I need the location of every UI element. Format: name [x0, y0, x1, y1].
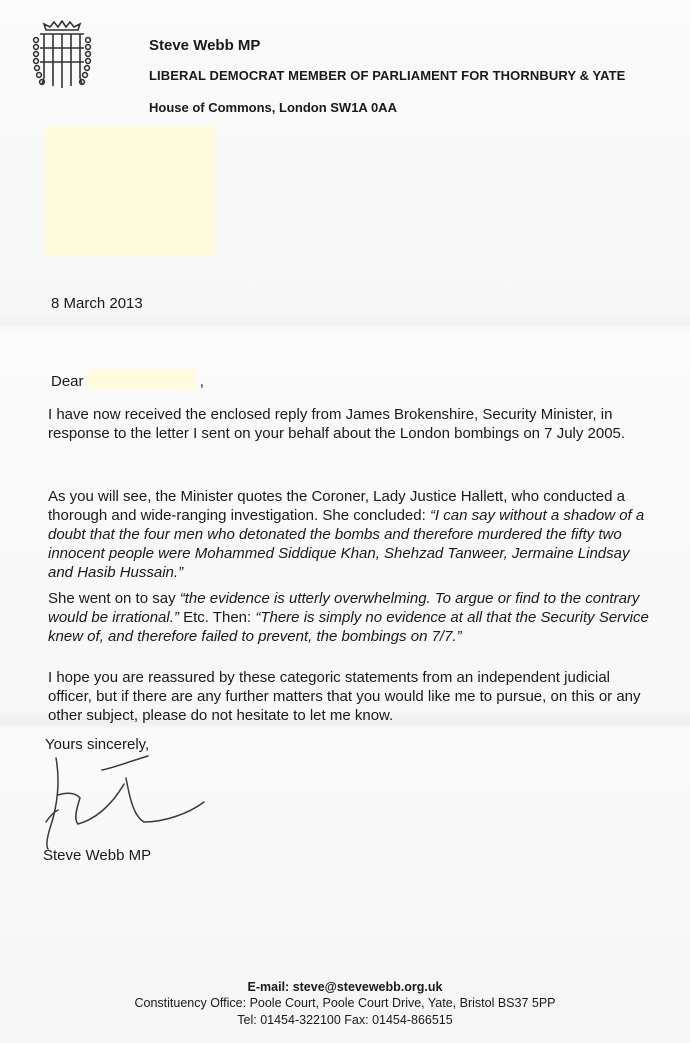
salutation-greeting: Dear [51, 373, 84, 390]
salutation [51, 370, 204, 390]
redacted-recipient-address [45, 126, 216, 256]
paragraph-2-quote: “I can say without a shadow of a doubt that the four men who detonated the bombs and therefore murdered the fifty two innocent people were Mohammed Siddique Khan, Shehzad Tanweer, Jermaine Lindsay and Hasib Hussain.” [48, 507, 645, 581]
letterhead-role: LIBERAL DEMOCRAT MEMBER OF PARLIAMENT FOR THORNBURY & YATE [149, 68, 626, 83]
footer-office: Constituency Office: Poole Court, Poole Court Drive, Yate, Bristol BS37 5PP [134, 996, 556, 1010]
letterhead-address: House of Commons, London SW1A 0AA [149, 100, 397, 115]
footer-phone: Tel: 01454-322100 Fax: 01454-866515 [237, 1013, 453, 1027]
paragraph-2-text: As you will see, the Minister quotes the Coroner, Lady Justice Hallett, who conducted a thorough and wide-ranging investigation. She concluded: [48, 488, 625, 524]
redacted-recipient-name [88, 370, 196, 390]
paragraph-1: I have now received the enclosed reply from James Brokenshire, Security Minister, in response to the letter I sent on your behalf about the London bombings on 7 July 2005. [48, 406, 626, 442]
paragraph-3-quote-a: “the evidence is utterly overwhelming. To argue or find to the contrary would be irrational.” [48, 590, 640, 626]
paragraph-3 [48, 589, 658, 646]
salutation-punctuation: , [199, 373, 204, 390]
letterhead-name: Steve Webb MP [149, 37, 261, 54]
paragraph-3-text-a: She went on to say [48, 590, 180, 607]
footer-email: E-mail: steve@stevewebb.org.uk [247, 980, 443, 994]
closing: Yours sincerely, [45, 736, 150, 753]
paragraph-4: I hope you are reassured by these categoric statements from an independent judicial officer, but if there are any further matters that you would like me to pursue, on this or any other subject, please do not hesitate to let me know. [48, 669, 641, 724]
handwritten-signature [38, 750, 218, 850]
letter-date: 8 March 2013 [51, 295, 143, 312]
paragraph-3-text-b: Etc. Then: [178, 609, 256, 626]
paragraph-2 [48, 487, 658, 582]
paragraph-3-quote-b: “There is simply no evidence at all that the Security Service knew of, and therefore failed to prevent, the bombings on 7/7.” [48, 609, 649, 645]
portcullis-crest-icon [32, 20, 92, 92]
signer-name: Steve Webb MP [43, 847, 152, 864]
